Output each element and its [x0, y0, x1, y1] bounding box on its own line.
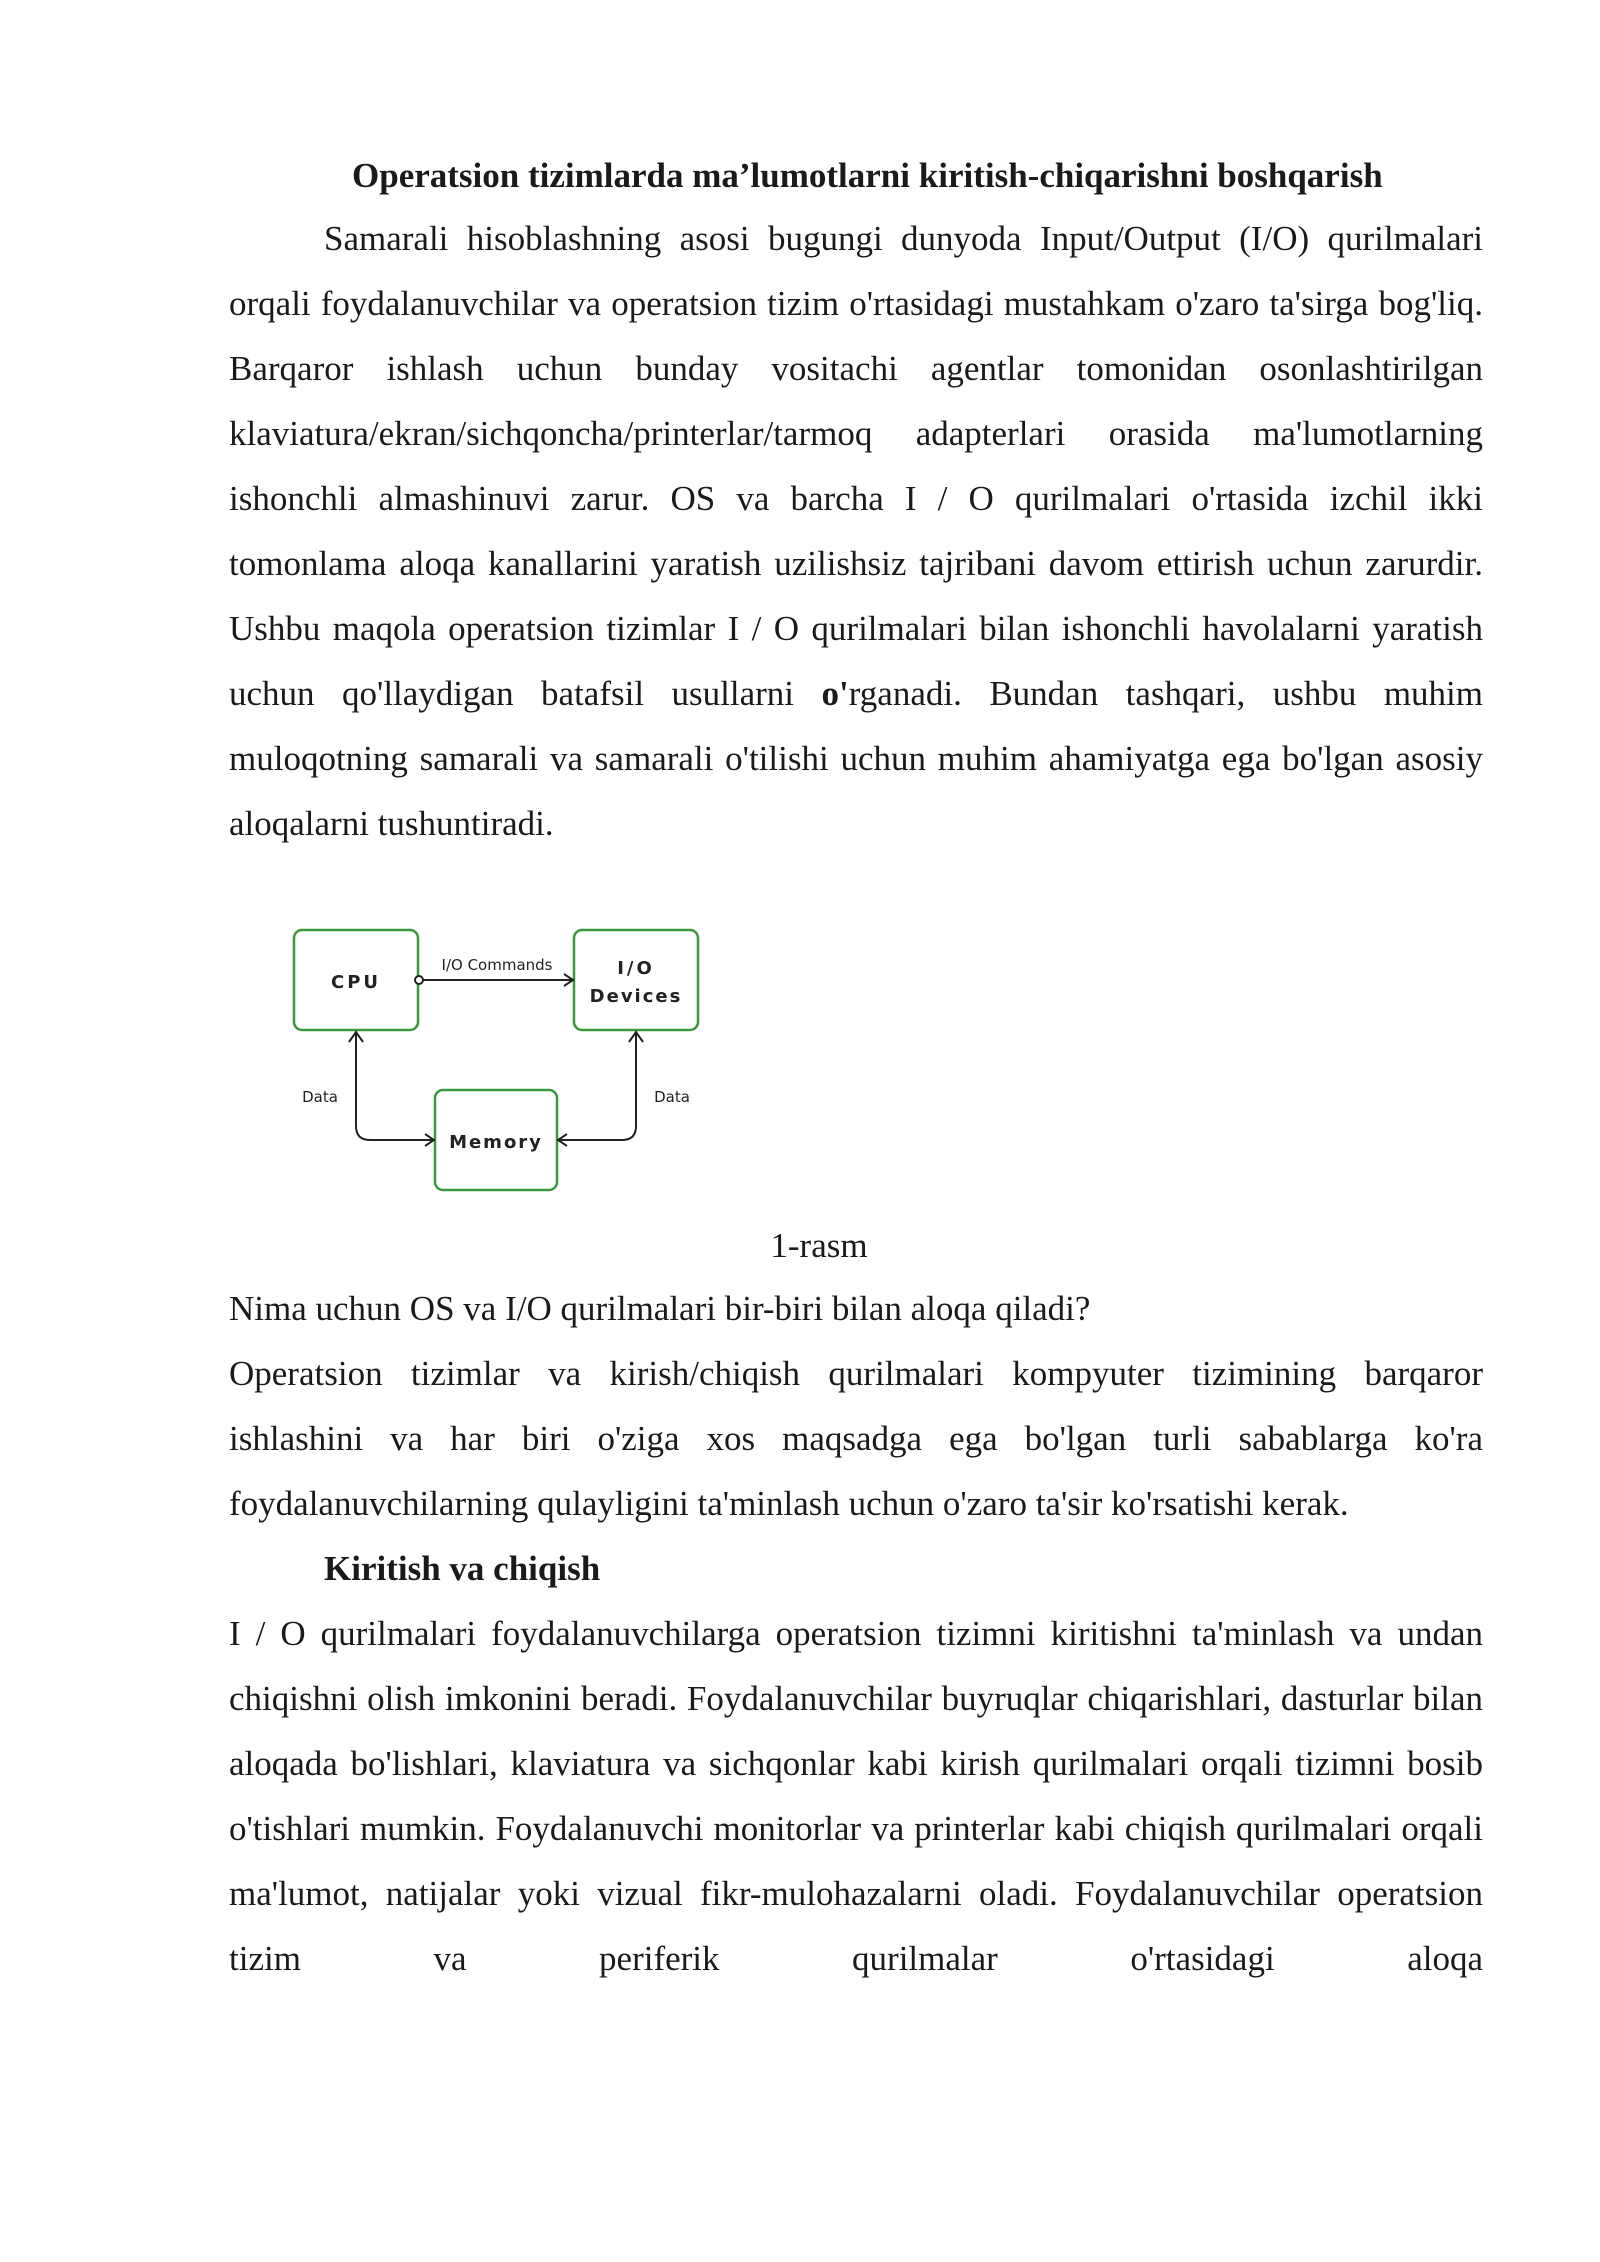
- io-devices-box: [574, 930, 698, 1030]
- io-diagram: [229, 856, 1483, 1276]
- document-page: [229, 146, 1483, 1991]
- io-label-line2: Devices: [589, 986, 683, 1007]
- data-left-label: Data: [302, 1088, 338, 1106]
- io-label-line1: I/O: [617, 958, 655, 979]
- section-heading: Kiritish va chiqish: [324, 1549, 601, 1588]
- document-title: Operatsion tizimlarda ma’lumotlarni kiritish-chiqarishni boshqarish: [352, 156, 1383, 195]
- figure-caption: 1-rasm: [770, 1226, 868, 1265]
- commands-label: I/O Commands: [441, 956, 553, 974]
- answer-paragraph: Operatsion tizimlar va kirish/chiqish qurilmalari kompyuter tizimining barqaror ishlashini va har biri o'ziga xos maqsadga ega bo'lgan turli sabablarga ko'ra foydalanuvchilarning qulayligini ta'minlash uchun o'zaro ta'sir ko'rsatishi kerak.: [229, 1354, 1483, 1523]
- cpu-label: CPU: [330, 972, 382, 993]
- intro-paragraph: [229, 206, 1483, 856]
- intro-text-start: Samarali hisoblashning asosi bugungi dunyoda Input/Output (I/O) qurilmalari orqali foydalanuvchilar va operatsion tizim o'rtasidagi mustahkam o'zaro ta'sirga bog'liq. Barqaror ishlash uchun bunday vositachi agentlar tomonidan osonlashtirilgan klaviatura/ekran/sichqoncha/printerlar/tarmoq adapterlari orasida ma'lumotlarning ishonchli almashinuvi zarur. OS va barcha I / O qurilmalari o'rtasida izchil ikki tomonlama aloqa kanallarini yaratish uzilishsiz tajribani davom ettirish uchun zarurdir. Ushbu maqola operatsion tizimlar I / O qurilmalari bilan ishonchli havolalarni yaratish uchun qo'llaydigan batafsil usullarni: [229, 219, 1483, 713]
- cpu-memory-arrow: [356, 1034, 433, 1140]
- data-right-label: Data: [654, 1088, 690, 1106]
- intro-bold-char: o': [821, 674, 849, 713]
- figure-io-diagram: [229, 856, 1483, 1276]
- commands-arrow-origin: [415, 976, 423, 984]
- intro-text-end: rganadi. Bundan tashqari, ushbu muhim muloqotning samarali va samarali o'tilishi uchun muhim ahamiyatga ega bo'lgan asosiy aloqalarni tushuntiradi.: [229, 674, 1483, 843]
- memory-label: Memory: [449, 1132, 543, 1153]
- io-memory-arrow: [559, 1034, 636, 1140]
- question-line: Nima uchun OS va I/O qurilmalari bir-biri bilan aloqa qiladi?: [229, 1289, 1091, 1328]
- section-paragraph: I / O qurilmalari foydalanuvchilarga operatsion tizimni kiritishni ta'minlash va undan chiqishni olish imkonini beradi. Foydalanuvchilar buyruqlar chiqarishlari, dasturlar bilan aloqada bo'lishlari, klaviatura va sichqonlar kabi kirish qurilmalari orqali tizimni bosib o'tishlari mumkin. Foydalanuvchi monitorlar va printerlar kabi chiqish qurilmalari orqali ma'lumot, natijalar yoki vizual fikr-mulohazalarni oladi. Foydalanuvchilar operatsion tizim va periferik qurilmalar o'rtasidagi aloqa: [229, 1614, 1483, 1978]
